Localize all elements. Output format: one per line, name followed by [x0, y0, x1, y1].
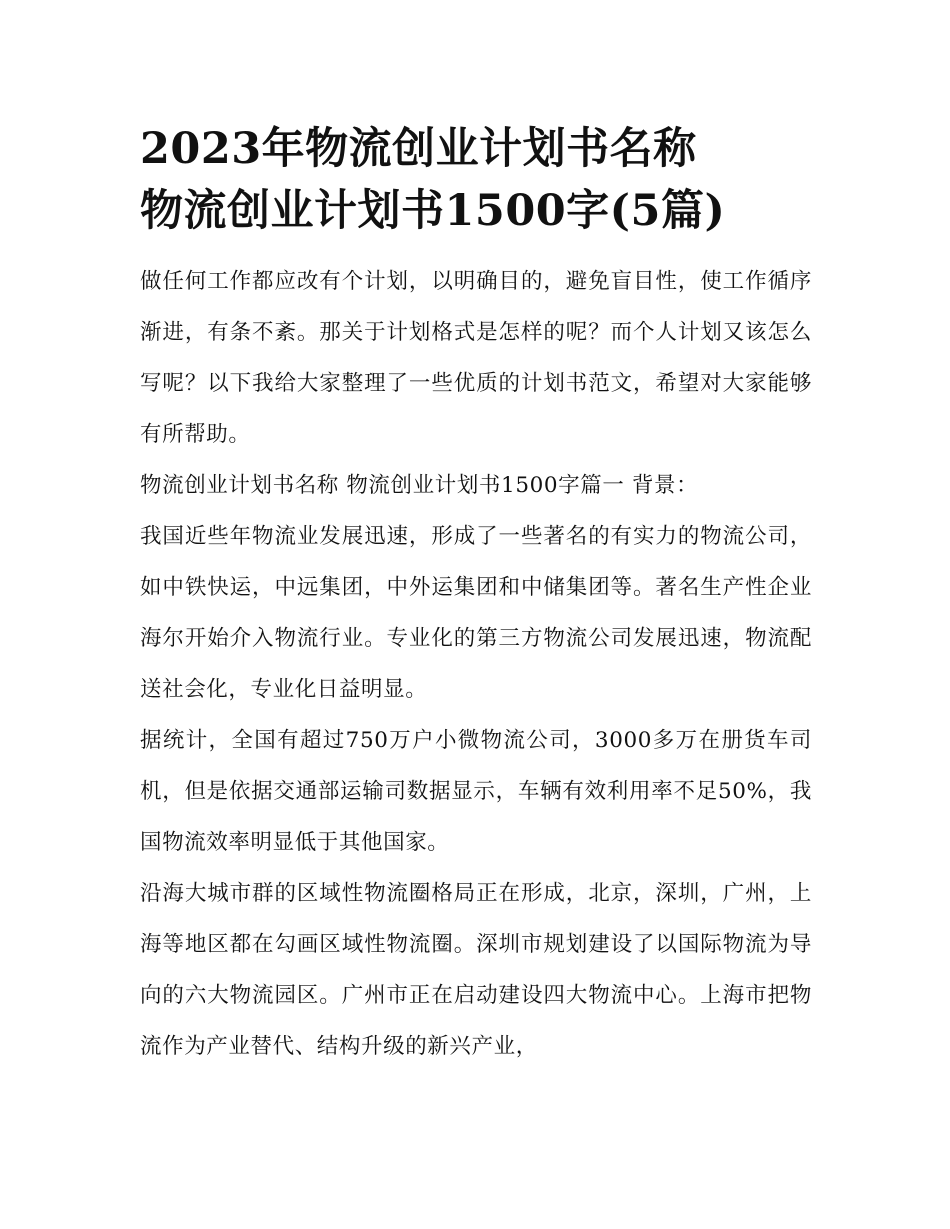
- statistics-paragraph: 据统计，全国有超过750万户小微物流公司，3000多万在册货车司机，但是依据交通部运输司数据显示，车辆有效利用率不足50%，我国物流效率明显低于其他国家。: [140, 728, 812, 855]
- section-heading-line: 物流创业计划书名称 物流创业计划书1500字篇一 背景：: [140, 473, 699, 498]
- intro-paragraph: 做任何工作都应改有个计划，以明确目的，避免盲目性，使工作循序渐进，有条不紊。那关于计划格式是怎样的呢？而个人计划又该怎么写呢？以下我给大家整理了一些优质的计划书范文，希望对大家能够有所帮助。: [140, 269, 812, 447]
- title-line-2: 物流创业计划书1500字(5篇): [140, 186, 726, 236]
- document-body: [140, 118, 812, 1072]
- background-paragraph: 我国近些年物流业发展迅速，形成了一些著名的有实力的物流公司，如中铁快运，中远集团，中外运集团和中储集团等。著名生产性企业海尔开始介入物流行业。专业化的第三方物流公司发展迅速，物流配送社会化，专业化日益明显。: [140, 524, 812, 702]
- document-title: [140, 118, 812, 242]
- title-line-1: 2023年物流创业计划书名称: [140, 124, 697, 174]
- regional-paragraph: 沿海大城市群的区域性物流圈格局正在形成，北京，深圳，广州，上海等地区都在勾画区域性物流圈。深圳市规划建设了以国际物流为导向的六大物流园区。广州市正在启动建设四大物流中心。上海市把物流作为产业替代、结构升级的新兴产业，: [140, 881, 812, 1059]
